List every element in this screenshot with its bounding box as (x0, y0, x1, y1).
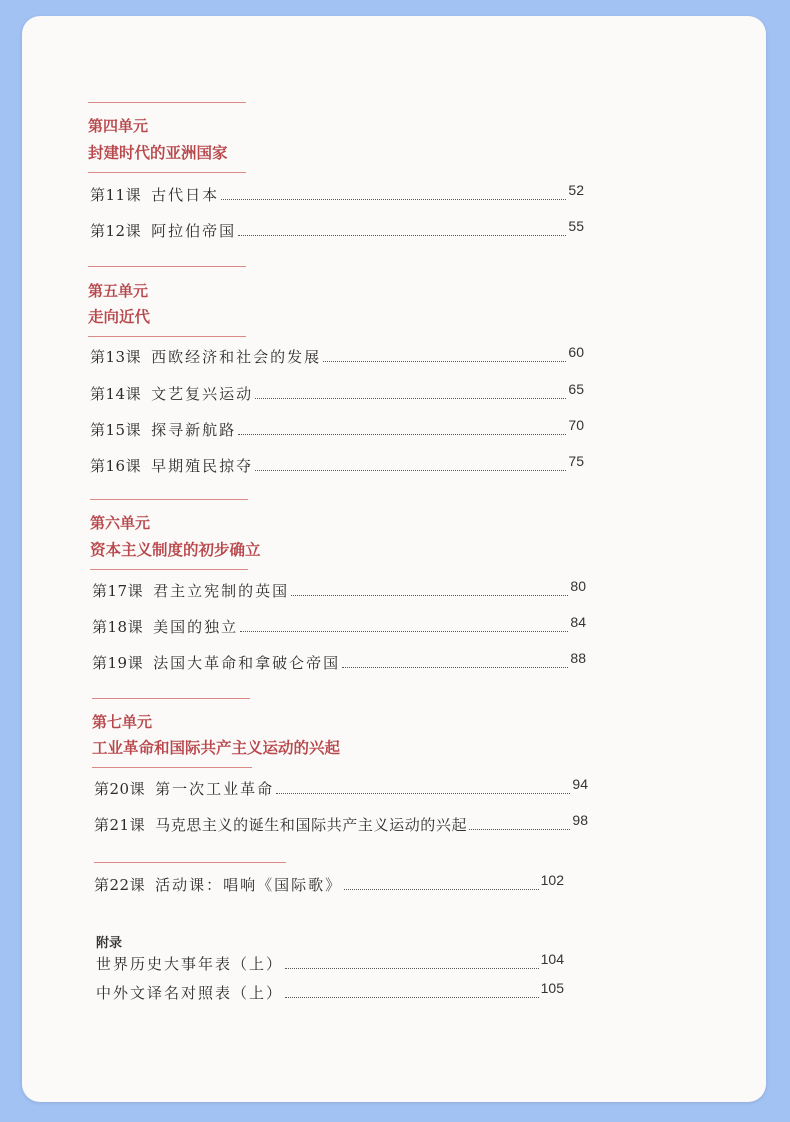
page-number: 60 (568, 344, 584, 360)
lesson-number: 第15课 (90, 421, 142, 439)
toc-entry-appendix-2[interactable] (96, 982, 564, 1004)
unit-5-title: 走向近代 (88, 307, 151, 326)
lesson-number: 第13课 (90, 348, 142, 366)
toc-entry-lesson-18[interactable] (92, 616, 586, 638)
leader-dots (342, 667, 568, 668)
unit-6-top-rule (90, 499, 248, 500)
unit-6-title-rule (90, 569, 248, 570)
toc-entry-lesson-12[interactable] (90, 220, 584, 242)
unit-4-top-rule (88, 102, 246, 103)
leader-dots (240, 631, 568, 632)
toc-entry-lesson-16[interactable] (90, 455, 584, 477)
page-number: 94 (572, 776, 588, 792)
leader-dots (255, 470, 566, 471)
lesson-number: 第12课 (90, 222, 142, 240)
leader-dots (276, 793, 570, 794)
lesson-number: 第14课 (90, 385, 142, 403)
lesson-number: 第19课 (92, 654, 144, 672)
appendix-title: 世界历史大事年表（上） (96, 955, 284, 973)
appendix-label: 附录 (96, 935, 123, 950)
leader-dots (469, 829, 570, 830)
leader-dots (238, 434, 566, 435)
leader-dots (221, 199, 566, 200)
page-number: 70 (568, 417, 584, 433)
page-number: 55 (568, 218, 584, 234)
toc-entry-lesson-14[interactable] (90, 383, 584, 405)
page-number: 104 (540, 951, 564, 967)
leader-dots (344, 889, 539, 890)
lesson-title: 西欧经济和社会的发展 (151, 348, 322, 366)
lesson-title: 古代日本 (151, 186, 220, 204)
unit-6-title: 资本主义制度的初步确立 (90, 540, 261, 559)
unit-6-label: 第六单元 (90, 514, 151, 532)
unit-7-top-rule (92, 698, 250, 699)
toc-entry-lesson-11[interactable] (90, 184, 584, 206)
appendix-title: 中外文译名对照表（上） (96, 984, 284, 1002)
lesson-number: 第21课 (94, 816, 146, 834)
lesson-title: 马克思主义的诞生和国际共产主义运动的兴起 (155, 816, 468, 834)
leader-dots (238, 235, 566, 236)
toc-entry-lesson-19[interactable] (92, 652, 586, 674)
page-number: 52 (568, 182, 584, 198)
lesson-number: 第11课 (90, 186, 142, 204)
lesson-title: 第一次工业革命 (155, 780, 275, 798)
toc-entry-lesson-17[interactable] (92, 580, 586, 602)
lesson-number: 第16课 (90, 457, 142, 475)
toc-entry-lesson-13[interactable] (90, 346, 584, 368)
page-number: 75 (568, 453, 584, 469)
leader-dots (285, 997, 539, 998)
leader-dots (291, 595, 568, 596)
page-number: 88 (570, 650, 586, 666)
unit-7-title-rule (92, 767, 252, 768)
page-number: 102 (540, 872, 564, 888)
leader-dots (285, 968, 539, 969)
toc-entry-lesson-21[interactable] (94, 814, 588, 836)
lesson-title: 早期殖民掠夺 (151, 457, 254, 475)
page-number: 65 (568, 381, 584, 397)
unit-4-title-rule (88, 172, 246, 173)
lesson-title: 活动课：唱响《国际歌》 (155, 876, 343, 894)
unit-4-label: 第四单元 (88, 117, 149, 135)
lesson-number: 第20课 (94, 780, 146, 798)
lesson-title: 美国的独立 (153, 618, 239, 636)
page-number: 80 (570, 578, 586, 594)
unit-5-label: 第五单元 (88, 282, 149, 300)
lesson-title: 阿拉伯帝国 (151, 222, 237, 240)
toc-entry-lesson-20[interactable] (94, 778, 588, 800)
toc-entry-appendix-1[interactable] (96, 953, 564, 975)
lesson-title: 法国大革命和拿破仑帝国 (153, 654, 341, 672)
page-number: 105 (540, 980, 564, 996)
lesson-number: 第18课 (92, 618, 144, 636)
leader-dots (255, 398, 566, 399)
lesson-title: 君主立宪制的英国 (153, 582, 290, 600)
unit-5-title-rule (88, 336, 246, 337)
activity-top-rule (94, 862, 286, 863)
unit-5-top-rule (88, 266, 246, 267)
unit-7-title: 工业革命和国际共产主义运动的兴起 (92, 738, 341, 757)
toc-page (22, 16, 766, 1102)
leader-dots (323, 361, 566, 362)
lesson-number: 第22课 (94, 876, 146, 894)
unit-7-label: 第七单元 (92, 713, 153, 731)
lesson-title: 文艺复兴运动 (151, 385, 254, 403)
toc-entry-lesson-15[interactable] (90, 419, 584, 441)
lesson-number: 第17课 (92, 582, 144, 600)
page-number: 84 (570, 614, 586, 630)
toc-entry-lesson-22[interactable] (94, 874, 564, 896)
lesson-title: 探寻新航路 (151, 421, 237, 439)
unit-4-title: 封建时代的亚洲国家 (88, 143, 228, 162)
page-number: 98 (572, 812, 588, 828)
